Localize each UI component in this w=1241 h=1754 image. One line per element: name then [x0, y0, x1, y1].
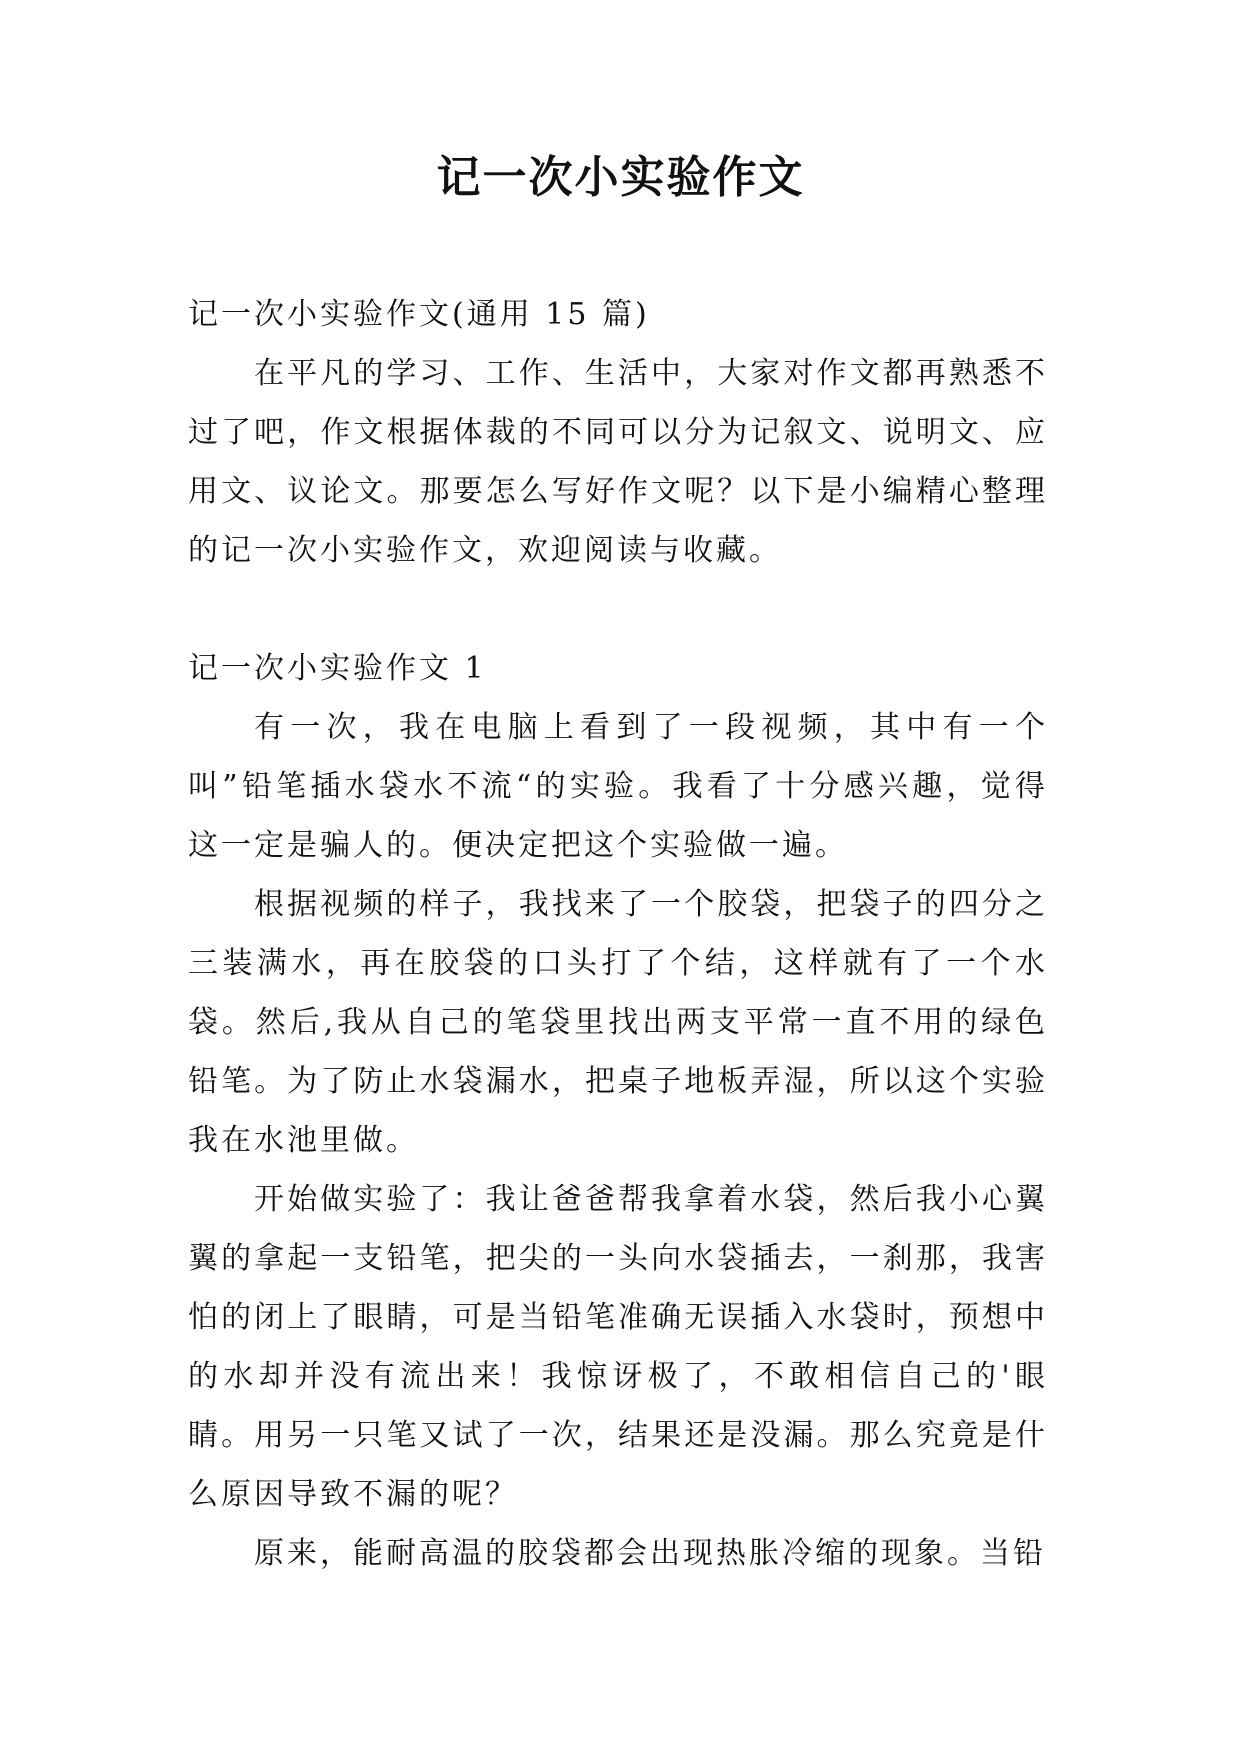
- body-paragraph: 有一次，我在电脑上看到了一段视频，其中有一个叫”铅笔插水袋水不流“的实验。我看了十分感兴趣，觉得这一定是骗人的。便决定把这个实验做一遍。: [188, 710, 1048, 863]
- document-subtitle: 记一次小实验作文(通用 15 篇): [188, 297, 650, 332]
- section-heading: 记一次小实验作文 1: [188, 651, 487, 686]
- paragraph-spacer: [188, 580, 1048, 639]
- body-paragraph: 开始做实验了：我让爸爸帮我拿着水袋，然后我小心翼翼的拿起一支铅笔，把尖的一头向水袋插去，一刹那，我害怕的闭上了眼睛，可是当铅笔准确无误插入水袋时，预想中的水却并没有流出来！我惊讶极了，不敢相信自己的'眼睛。用另一只笔又试了一次，结果还是没漏。那么究竟是什么原因导致不漏的呢？: [188, 1182, 1048, 1512]
- intro-paragraph: 在平凡的学习、工作、生活中，大家对作文都再熟悉不过了吧，作文根据体裁的不同可以分为记叙文、说明文、应用文、议论文。那要怎么写好作文呢？以下是小编精心整理的记一次小实验作文，欢迎阅读与收藏。: [188, 356, 1048, 568]
- document-title: 记一次小实验作文: [436, 152, 805, 203]
- body-paragraph: 根据视频的样子，我找来了一个胶袋，把袋子的四分之三装满水，再在胶袋的口头打了个结，这样就有了一个水袋。然后,我从自己的笔袋里找出两支平常一直不用的绿色铅笔。为了防止水袋漏水，把桌子地板弄湿，所以这个实验我在水池里做。: [188, 887, 1048, 1158]
- document-body: [188, 285, 1048, 1583]
- body-paragraph: 原来，能耐高温的胶袋都会出现热胀冷缩的现象。当铅: [254, 1536, 1046, 1571]
